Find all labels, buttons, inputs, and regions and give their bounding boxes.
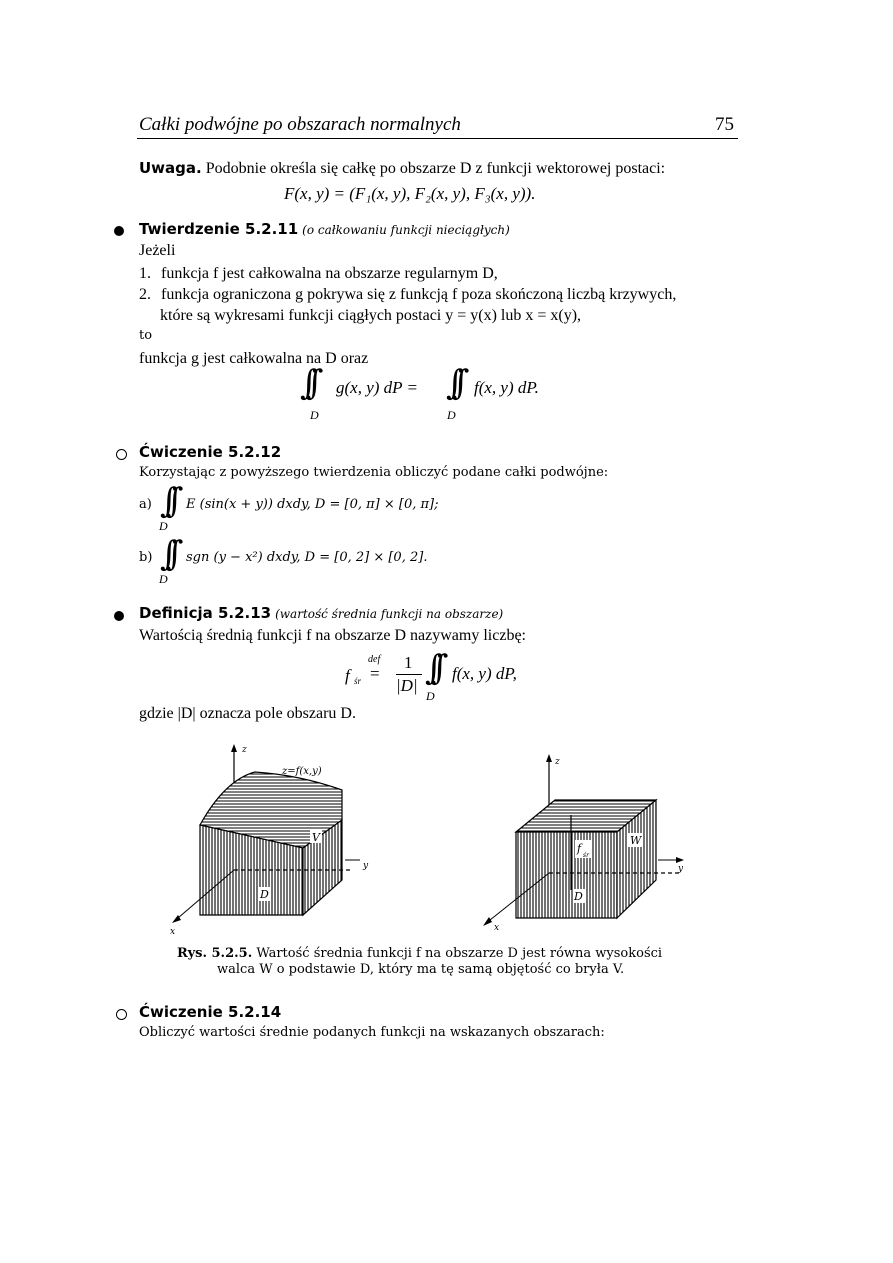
theorem-formula-left: g(x, y) dP = — [336, 378, 418, 397]
integral-domain-def: D — [426, 689, 435, 703]
volume-w-label: W — [630, 834, 642, 847]
definition-label: Definicja 5.2.13 — [139, 604, 272, 622]
definition-formula-rest: f(x, y) dP, — [452, 664, 517, 683]
definition-bullet-icon — [114, 611, 124, 621]
vector-function-formula: F(x, y) = (F₁(x, y), F₂(x, y), F₃(x, y)). — [284, 184, 536, 203]
fraction-numerator: 1 — [404, 653, 413, 672]
def-mark: def — [368, 654, 381, 665]
theorem-formula-right: f(x, y) dP. — [474, 378, 539, 397]
height-f-label: f — [577, 842, 582, 855]
figure-5-2-5 — [160, 740, 700, 935]
right-domain-label: D — [574, 890, 583, 903]
double-integral-right: ∫∫ — [446, 363, 458, 403]
figure-caption-line-1: Rys. 5.2.5. Wartość średnia funkcji f na obszarze D jest równa wysokości — [177, 946, 663, 961]
f-average-symbol: f — [345, 666, 350, 685]
exercise-12-b-formula: sgn (y − x²) dxdy, D = [0, 2] × [0, 2]. — [186, 550, 428, 565]
theorem-then: to — [139, 328, 153, 343]
right-x-arrow-icon — [483, 917, 492, 926]
figure-caption-line-2: walca W o podstawie D, który ma tę samą objętość co bryła V. — [217, 962, 625, 977]
right-z-label: z — [555, 757, 560, 767]
left-x-label: x — [170, 927, 176, 935]
theorem-subtitle: (o całkowaniu funkcji nieciągłych) — [302, 223, 510, 237]
double-integral-def: ∫∫ — [425, 648, 437, 688]
exercise-14-circle-icon — [116, 1009, 127, 1020]
double-integral-b: ∫∫ — [160, 534, 172, 574]
definition-where: gdzie |D| oznacza pole obszaru D. — [139, 705, 356, 722]
volume-v-label: V — [312, 831, 320, 844]
right-front-face — [516, 832, 617, 918]
left-z-label: z — [242, 745, 247, 755]
theorem-item-2-cont: które są wykresami funkcji ciągłych postaci y = y(x) lub x = x(y), — [160, 307, 582, 324]
exercise-14-heading: Ćwiczenie 5.2.14 — [139, 1003, 282, 1021]
exercise-circle-icon — [116, 449, 127, 460]
fraction-bar — [396, 674, 422, 675]
exercise-12-b-label: b) — [139, 550, 153, 565]
left-domain-label: D — [260, 888, 269, 901]
left-z-arrow-icon — [231, 744, 237, 752]
right-x-label: x — [494, 923, 500, 933]
theorem-if: Jeżeli — [139, 242, 176, 259]
theorem-conclusion: funkcja g jest całkowalna na D oraz — [139, 350, 369, 367]
left-y-label: y — [363, 861, 369, 871]
f-average-sub: śr — [354, 676, 362, 686]
exercise-12-heading: Ćwiczenie 5.2.12 — [139, 443, 282, 461]
exercise-14-intro: Obliczyć wartości średnie podanych funkcji na wskazanych obszarach: — [139, 1025, 605, 1040]
double-integral-a: ∫∫ — [160, 481, 172, 521]
page-number: 75 — [715, 114, 734, 135]
exercise-12-intro: Korzystając z powyższego twierdzenia obliczyć podane całki podwójne: — [139, 465, 609, 480]
integral-domain-a: D — [159, 519, 168, 533]
fraction-denominator: |D| — [396, 676, 418, 695]
integral-domain-left: D — [310, 408, 319, 422]
integral-domain-b: D — [159, 572, 168, 586]
header-rule — [137, 138, 738, 139]
def-equals: = — [370, 664, 380, 683]
right-z-arrow-icon — [546, 754, 552, 762]
remark-text: Podobnie określa się całkę po obszarze D z funkcji wektorowej postaci: — [205, 160, 666, 177]
right-solid-diagram — [483, 754, 684, 933]
definition-heading — [139, 604, 503, 623]
exercise-12-a-formula: E (sin(x + y)) dxdy, D = [0, π] × [0, π]; — [186, 497, 439, 512]
figure-caption-label: Rys. 5.2.5. — [177, 946, 253, 961]
right-y-label: y — [678, 864, 684, 874]
definition-text: Wartością średnią funkcji f na obszarze D nazywamy liczbę: — [139, 627, 526, 644]
exercise-12-a-label: a) — [139, 497, 152, 512]
height-f-sub: śr — [583, 852, 589, 859]
remark-label: Uwaga. — [139, 159, 202, 177]
theorem-heading — [139, 220, 510, 239]
theorem-item-2: 2. funkcja ograniczona g pokrywa się z funkcją f poza skończoną liczbą krzywych, — [139, 286, 677, 303]
surface-label: z=f(x,y) — [282, 766, 322, 777]
definition-subtitle: (wartość średnia funkcji na obszarze) — [275, 607, 504, 621]
theorem-item-1: 1. funkcja f jest całkowalna na obszarze regularnym D, — [139, 265, 498, 282]
left-solid-diagram — [170, 744, 369, 935]
double-integral-left: ∫∫ — [300, 363, 312, 403]
theorem-bullet-icon — [114, 226, 124, 236]
remark-paragraph — [139, 159, 665, 178]
running-title: Całki podwójne po obszarach normalnych — [139, 114, 461, 135]
integral-domain-right: D — [447, 408, 456, 422]
theorem-label: Twierdzenie 5.2.11 — [139, 220, 299, 238]
